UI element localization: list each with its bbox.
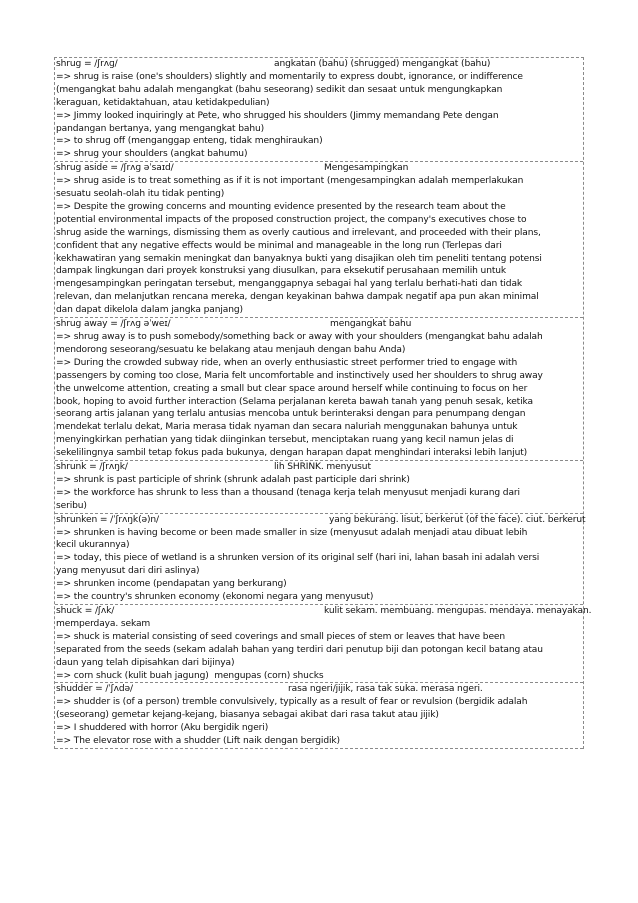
- entry-translation: lih SHRINK. menyusut: [274, 462, 371, 473]
- entry-text-line: potential environmental impacts of the proposed construction project, the company's executives chose to: [56, 214, 527, 225]
- entry-text-line: sesuatu seolah-olah itu tidak penting): [56, 189, 225, 200]
- entry-text-line: => I shuddered with horror (Aku bergidik ngeri): [56, 723, 269, 734]
- entry-text-line: => shrug aside is to treat something as if it is not important (mengesampingkan adalah memperlakukan: [56, 176, 524, 187]
- entry-text-line: kekhawatiran yang semakin meningkat dan banyaknya bukti yang disajikan oleh tim peneliti tentang potensi: [56, 253, 542, 264]
- entry-text-line: => shrug is raise (one's shoulders) slightly and momentarily to express doubt, ignorance, or indifference: [56, 71, 523, 82]
- entry-headword: shrunk = /ʃrʌŋk/: [56, 462, 128, 473]
- entry-text-line: => Despite the growing concerns and mounting evidence presented by the research team about the: [56, 201, 506, 212]
- entry-text-line: => During the crowded subway ride, when an overly enthusiastic street performer tried to engage with: [56, 357, 518, 368]
- entry-header: [56, 318, 582, 331]
- entry-text-line: => shrug away is to push somebody/something back or away with your shoulders (mengangkat bahu adalah: [56, 331, 543, 342]
- entry-text-line: => shrug your shoulders (angkat bahumu): [56, 149, 248, 160]
- entry-text-line: confident that any negative effects would be minimal and manageable in the long run (Terlepas dari: [56, 240, 502, 251]
- entry-translation: Mengesampingkan: [324, 163, 409, 174]
- entry-text-line: seribu): [56, 500, 87, 511]
- entry-text-line: => shudder is (of a person) tremble convulsively, typically as a result of fear or revulsion (bergidik adalah: [56, 697, 528, 708]
- entry-text-line: mendorong seseorang/sesuatu ke belakang atau menjauh dengan bahu Anda): [56, 344, 406, 355]
- dictionary-entry: [55, 318, 583, 461]
- entry-text-line: kecil ukurannya): [56, 540, 130, 551]
- entry-header: [56, 58, 582, 71]
- entry-text-line: menyingkirkan perhatian yang tidak diinginkan tersebut, menciptakan ruang yang kecil namun jelas di: [56, 435, 514, 446]
- entry-text-line: daun yang telah dipisahkan dari bijinya): [56, 657, 235, 668]
- entry-translation: rasa ngeri/jijik, rasa tak suka. merasa ngeri.: [288, 684, 483, 695]
- dictionary-entry: [55, 58, 583, 162]
- dictionary-entry: [55, 605, 592, 683]
- entry-text-line: passengers by coming too close, Maria felt uncomfortable and instinctively used her shoulders to shrug away: [56, 370, 543, 381]
- entry-text-line: => corn shuck (kulit buah jagung) mengupas (corn) shucks: [56, 670, 324, 681]
- entry-text-line: => the country's shrunken economy (ekonomi negara yang menyusut): [56, 592, 374, 603]
- entry-text-line: keraguan, ketidaktahuan, atau ketidakpedulian): [56, 97, 270, 108]
- entry-text-line: separated from the seeds (sekam adalah bahan yang terdiri dari penutup biji dan potongan kecil batang atau: [56, 644, 543, 655]
- entry-text-line: (mengangkat bahu adalah mengangkat (bahu seseorang) sedikit dan sesaat untuk mengungkapkan: [56, 84, 503, 95]
- dictionary-entry: [55, 514, 586, 605]
- entry-text-line: mendekat terlalu dekat, Maria merasa tidak nyaman dan secara naluriah menggunakan bahunya untuk: [56, 422, 518, 433]
- entry-headword: shrug aside = /ʃrʌɡ əˈsaɪd/: [56, 163, 174, 174]
- entry-headword: shrug away = /ʃrʌɡ əˈweɪ/: [56, 319, 171, 330]
- entry-translation: angkatan (bahu) (shrugged) mengangkat (bahu): [274, 59, 491, 69]
- entry-text-line: mengesampingkan peringatan tersebut, menganggapnya sebagai hal yang terlalu berhati-hati dan tidak: [56, 279, 523, 290]
- entry-header: [56, 605, 592, 631]
- entry-text-line: => shrunk is past participle of shrink (shrunk adalah past participle dari shrink): [56, 474, 410, 485]
- entry-headword: shrug = /ʃrʌɡ/: [56, 59, 118, 69]
- entry-text-line: => shrunken is having become or been made smaller in size (menyusut adalah menjadi atau dibuat lebih: [56, 527, 528, 538]
- entry-header: [56, 683, 582, 696]
- entry-headword: shuck = /ʃʌk/: [56, 605, 115, 616]
- entry-translation-continued: memperdaya. sekam: [56, 618, 151, 629]
- entry-text-line: => today, this piece of wetland is a shrunken version of its original self (hari ini, lahan basah ini adalah versi: [56, 553, 540, 564]
- entry-header: [56, 461, 582, 474]
- entry-text-line: seorang artis jalanan yang terlalu antusias mencoba untuk berinteraksi dengan para penumpang dengan: [56, 409, 526, 420]
- dictionary-entry: [55, 162, 583, 318]
- entry-text-line: => to shrug off (menganggap enteng, tidak menghiraukan): [56, 136, 323, 147]
- entry-text-line: (seseorang) gemetar kejang-kejang, biasanya sebagai akibat dari rasa takut atau jijik): [56, 710, 439, 721]
- dictionary-entry: [55, 461, 583, 514]
- dictionary-entry: [55, 683, 583, 749]
- entry-text-line: => shrunken income (pendapatan yang berkurang): [56, 579, 287, 590]
- entry-text-line: book, hoping to avoid further interaction (Selama perjalanan kereta bawah tanah yang penuh sesak, ketika: [56, 396, 533, 407]
- entry-text-line: dampak lingkungan dari proyek konstruksi yang diusulkan, para eksekutif perusahaan memilih untuk: [56, 266, 507, 277]
- entry-text-line: => Jimmy looked inquiringly at Pete, who shrugged his shoulders (Jimmy memandang Pete dengan: [56, 110, 499, 121]
- entry-translation: mengangkat bahu: [330, 319, 412, 330]
- entry-text-line: shrug aside the warnings, dismissing them as overly cautious and irrelevant, and proceeded with their plans,: [56, 227, 541, 238]
- entry-translation: yang bekurang. lisut, berkerut (of the face). ciut. berkerut: [329, 514, 586, 525]
- entry-text-line: => The elevator rose with a shudder (Lift naik dengan bergidik): [56, 736, 340, 747]
- entry-text-line: pandangan bertanya, yang mengangkat bahu): [56, 123, 265, 134]
- entry-header: [56, 162, 582, 175]
- entry-translation: kulit sekam. membuang. mengupas. mendaya. menayakan.: [324, 605, 592, 616]
- entry-text-line: => shuck is material consisting of seed coverings and small pieces of stem or leaves that have been: [56, 631, 506, 642]
- entry-headword: shudder = /ˈʃʌdə/: [56, 684, 133, 695]
- dictionary-sheet: [54, 57, 592, 749]
- entry-headword: shrunken = /ˈʃrʌŋk(ə)n/: [56, 514, 159, 525]
- entry-text-line: the unwelcome attention, creating a small but clear space around herself while continuing to focus on her: [56, 383, 528, 394]
- entry-text-line: => the workforce has shrunk to less than a thousand (tenaga kerja telah menyusut menjadi kurang dari: [56, 487, 520, 498]
- entry-text-line: sekelilingnya sambil tetap fokus pada bukunya, dengan harapan dapat menghindari interaksi lebih lanjut): [56, 448, 528, 459]
- entry-text-line: dan dapat dikelola dalam jangka panjang): [56, 305, 243, 316]
- entry-header: [56, 514, 586, 527]
- entry-text-line: yang menyusut dari diri aslinya): [56, 566, 200, 577]
- entry-text-line: relevan, dan melanjutkan rencana mereka, dengan keyakinan bahwa dampak negatif apa pun akan minimal: [56, 292, 539, 303]
